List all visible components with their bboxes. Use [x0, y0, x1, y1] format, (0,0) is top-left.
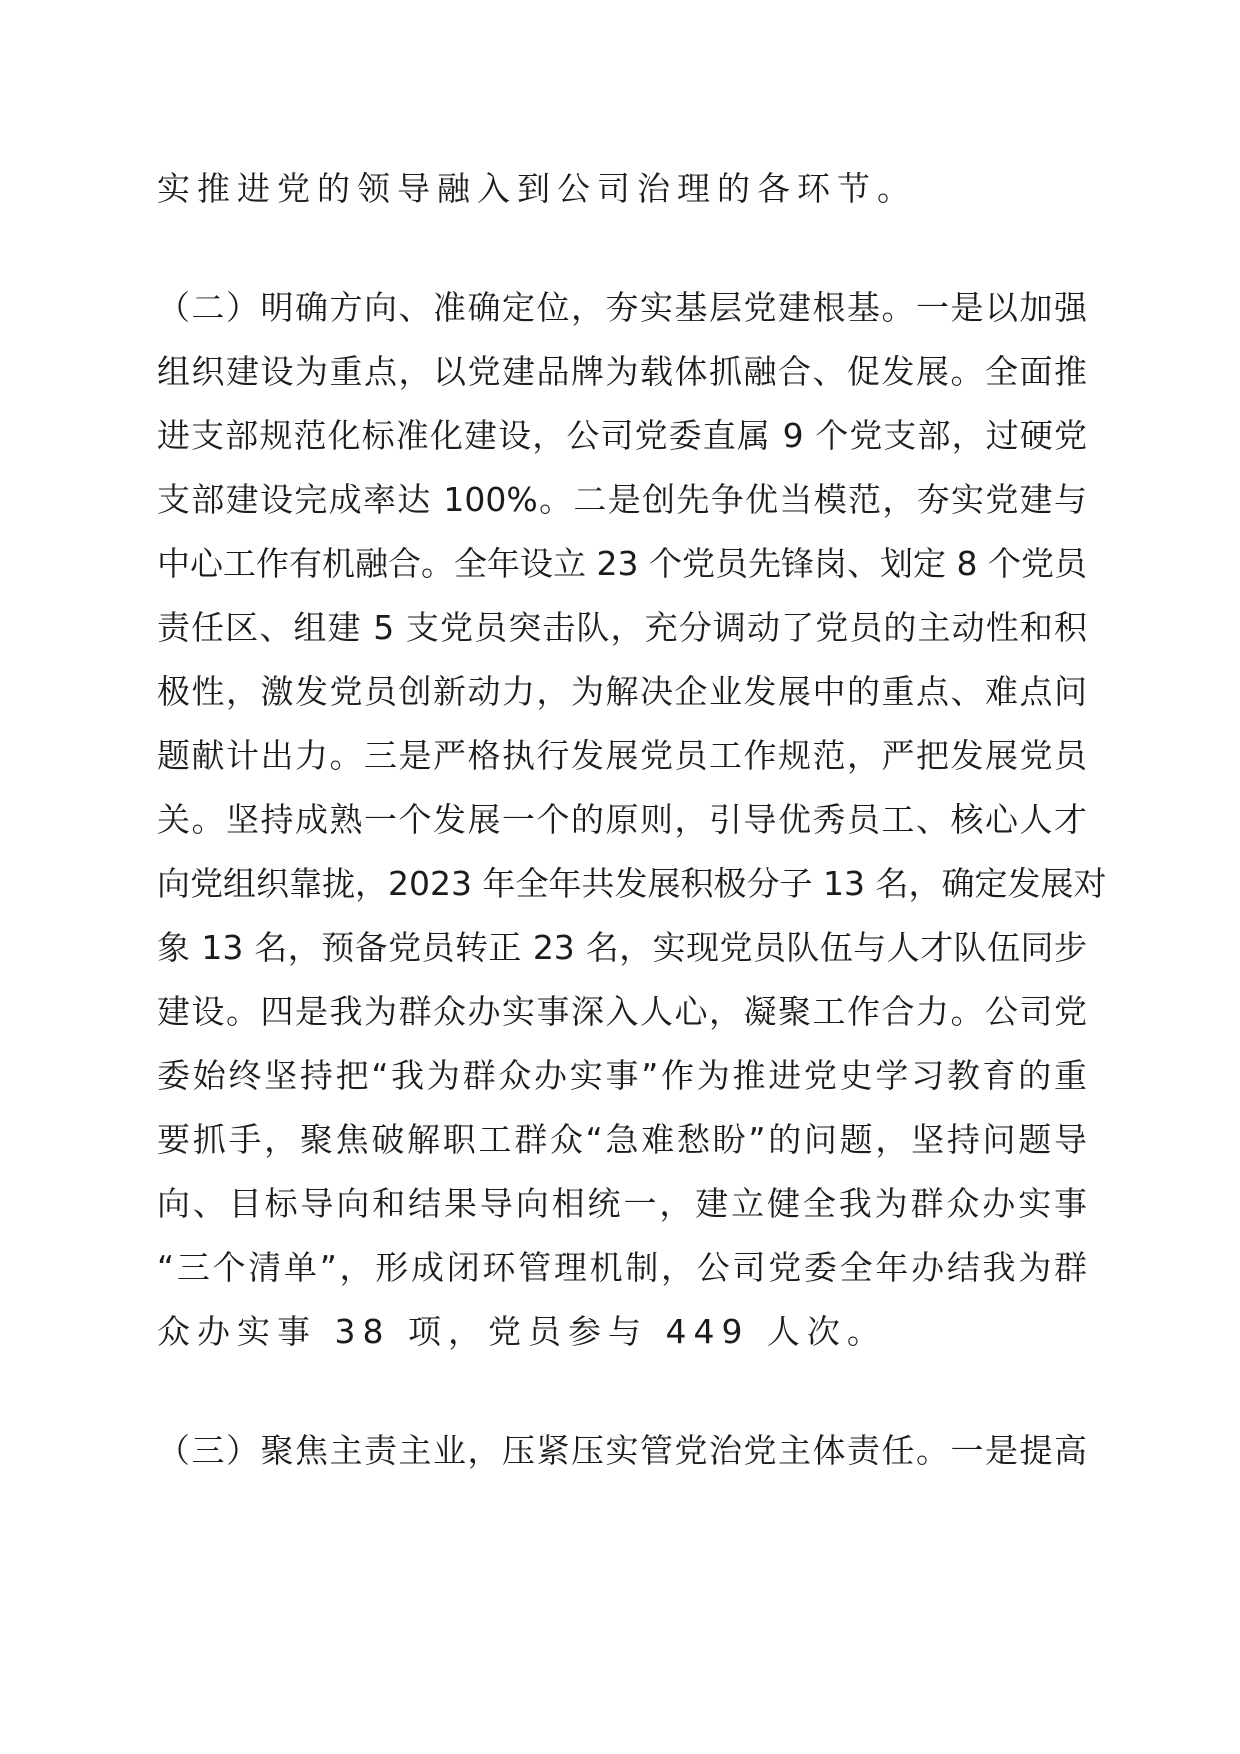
- paragraph-line: 要抓手，聚焦破解职工群众“急难愁盼”的问题，坚持问题导: [157, 1120, 1087, 1159]
- paragraph-line: 众办实事 38 项，党员参与 449 人次。: [157, 1312, 887, 1351]
- paragraph-line: 向、目标导向和结果导向相统一，建立健全我为群众办实事: [157, 1184, 1087, 1223]
- paragraph-line: 建设。四是我为群众办实事深入人心，凝聚工作合力。公司党: [157, 992, 1087, 1031]
- paragraph-line: 进支部规范化标准化建设，公司党委直属 9 个党支部，过硬党: [157, 416, 1087, 455]
- paragraph-line: 中心工作有机融合。全年设立 23 个党员先锋岗、划定 8 个党员: [157, 544, 1087, 583]
- paragraph-line: 责任区、组建 5 支党员突击队，充分调动了党员的主动性和积: [157, 608, 1087, 647]
- paragraph-line: 极性，激发党员创新动力，为解决企业发展中的重点、难点问: [157, 672, 1087, 711]
- continuation-line: 实推进党的领导融入到公司治理的各环节。: [157, 169, 917, 208]
- paragraph-line: 象 13 名，预备党员转正 23 名，实现党员队伍与人才队伍同步: [157, 928, 1087, 967]
- paragraph-line: 委始终坚持把“我为群众办实事”作为推进党史学习教育的重: [157, 1056, 1087, 1095]
- paragraph-line: 组织建设为重点，以党建品牌为载体抓融合、促发展。全面推: [157, 352, 1087, 391]
- paragraph-line: 关。坚持成熟一个发展一个的原则，引导优秀员工、核心人才: [157, 800, 1087, 839]
- paragraph-line: （二）明确方向、准确定位，夯实基层党建根基。一是以加强: [157, 288, 1087, 327]
- paragraph-line: “三个清单”，形成闭环管理机制，公司党委全年办结我为群: [157, 1248, 1087, 1287]
- paragraph-line: 支部建设完成率达 100%。二是创先争优当模范，夯实党建与: [157, 480, 1087, 519]
- paragraph-line: 题献计出力。三是严格执行发展党员工作规范，严把发展党员: [157, 736, 1087, 775]
- paragraph-line: （三）聚焦主责主业，压紧压实管党治党主体责任。一是提高: [157, 1431, 1087, 1470]
- paragraph-line: 向党组织靠拢，2023 年全年共发展积极分子 13 名，确定发展对: [157, 864, 1107, 903]
